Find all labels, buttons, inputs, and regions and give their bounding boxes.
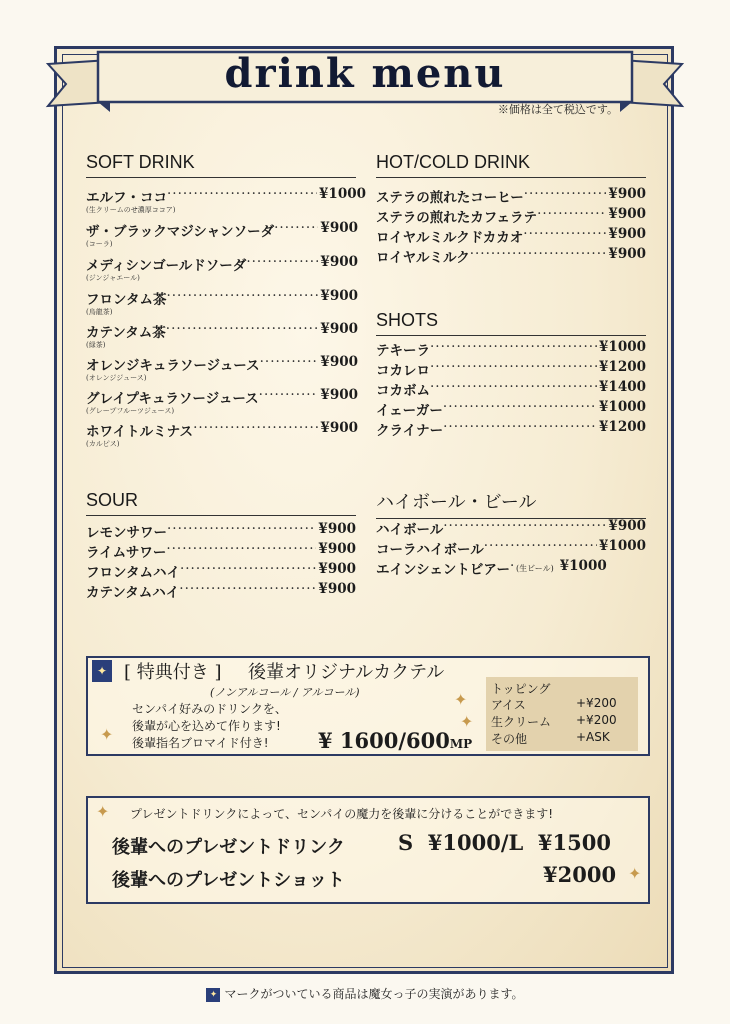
item-sub: (グレープフルーツジュース) [86,407,175,415]
menu-item: クライナー ····· ¥1200 [376,419,646,439]
menu-item: コカボム ····· ¥1400 [376,379,646,399]
menu-item: オレンジキュラソージュース ····· ¥900 [86,354,358,374]
shots-title: SHOTS [376,310,646,336]
topping-name: その他 [491,732,528,746]
menu-item: コカレロ ····· ¥1200 [376,359,646,379]
item-sub: (緑茶) [86,341,106,349]
menu-item: レモンサワー ····· ¥900 [86,521,356,541]
menu-item: ハイボール ····· ¥900 [376,518,646,538]
tax-note: ※価格は全て税込です。 [497,103,618,116]
menu-item: コーラハイボール ····· ¥1000 [376,538,646,558]
menu-item: ステラの煎れたカフェラテ ····· ¥900 [376,206,646,226]
menu-item: ロイヤルミルク ····· ¥900 [376,246,646,266]
special-badge: [ 特典付き ] [124,662,222,683]
item-sub: (コーラ) [86,240,113,248]
menu-item: フロンタム茶 ····· ¥900 [86,288,358,308]
present-intro: プレゼントドリンクによって、センパイの魔力を後輩に分けることができます! [130,807,554,821]
present-drink-label: 後輩へのプレゼントドリンク [112,837,345,858]
sparkle-icon: ✦ [454,690,468,709]
witch-mark-icon: ✦ [92,660,112,682]
menu-item: カテンタムハイ ····· ¥900 [86,581,356,601]
footer-note: ✦ マークがついている商品は魔女っ子の実演があります。 [0,985,730,1002]
menu-item: メディシンゴールドソーダ ····· ¥900 [86,254,358,274]
sparkle-icon: ✦ [100,725,114,744]
menu-item: ザ・ブラックマジシャンソーダ ····· ¥900 [86,220,358,240]
sparkle-icon: ✦ [628,864,642,883]
menu-item: エインシェントビアー ····· (生ビール) ¥1000 [376,558,646,578]
special-title: 後輩オリジナルカクテル [248,662,445,683]
toppings-title: トッピング [491,682,551,696]
menu-item: フロンタムハイ ····· ¥900 [86,561,356,581]
menu-item: ライムサワー ····· ¥900 [86,541,356,561]
item-sub: (オレンジジュース) [86,374,147,382]
topping-name: アイス [491,698,526,712]
highball-title: ハイボール・ビール [376,488,646,519]
topping-price: +¥200 [576,696,617,710]
item-sub: (生クリームのせ濃厚ココア) [86,206,176,214]
topping-price: +¥200 [576,713,617,727]
item-sub: (ジンジャエール) [86,274,140,282]
menu-item: テキーラ ····· ¥1000 [376,339,646,359]
item-sub: (カルピス) [86,440,120,448]
menu-item: エルフ・ココ ····· ¥1000 [86,186,366,206]
present-drink-price: S ¥1000/L ¥1500 [398,830,611,855]
menu-item: カテンタム茶 ····· ¥900 [86,321,358,341]
item-sub: (烏龍茶) [86,308,113,316]
special-description: センパイ好みのドリンクを、 後輩が心を込めて作ります! 後輩指名ブロマイド付き! [132,702,287,750]
witch-mark-icon: ✦ [206,988,220,1002]
present-shot-price: ¥2000 [543,862,617,887]
menu-item: ステラの煎れたコーヒー ····· ¥900 [376,186,646,206]
menu-item: ホワイトルミナス ····· ¥900 [86,420,358,440]
sparkle-icon: ✦ [96,802,110,821]
menu-title: drink menu [224,50,506,97]
menu-item: イェーガー ····· ¥1000 [376,399,646,419]
topping-name: 生クリーム [491,715,552,729]
topping-price: +ASK [576,730,610,744]
sour-title: SOUR [86,490,356,516]
menu-item: ロイヤルミルクドカカオ ····· ¥900 [376,226,646,246]
sparkle-icon: ✦ [460,712,474,731]
present-shot-label: 後輩へのプレゼントショット [112,870,345,891]
special-subtitle: (ノンアルコール / アルコール) [210,686,360,699]
special-price: ¥ 1600/600MP [318,728,473,753]
menu-item: グレイプキュラソージュース ····· ¥900 [86,387,358,407]
hot-cold-title: HOT/COLD DRINK [376,152,646,178]
soft-drink-title: SOFT DRINK [86,152,356,178]
